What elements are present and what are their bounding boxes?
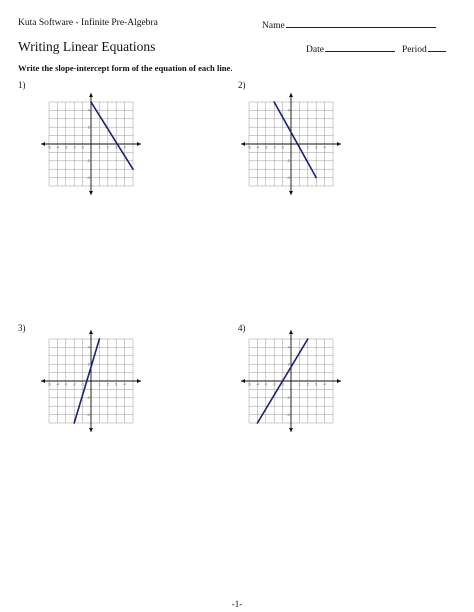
x-tick-label: -3 xyxy=(64,382,68,387)
name-blank xyxy=(286,18,436,28)
y-tick-label: -4 xyxy=(286,175,290,180)
x-tick-label: -3 xyxy=(264,145,268,150)
x-tick-label: 2 xyxy=(106,145,109,150)
x-tick-label: 1 xyxy=(298,382,301,387)
instructions: Write the slope-intercept form of the equation of each line. xyxy=(18,63,233,73)
x-tick-label: -3 xyxy=(64,145,68,150)
x-tick-label: 3 xyxy=(315,145,318,150)
y-tick-label: -2 xyxy=(86,159,90,164)
x-tick-label: 3 xyxy=(315,382,318,387)
x-tick-label: -2 xyxy=(72,382,76,387)
x-tick-label: -5 xyxy=(47,382,51,387)
problem-number-4: 4) xyxy=(238,323,246,333)
period-blank xyxy=(428,42,446,52)
x-tick-label: 3 xyxy=(115,145,118,150)
x-tick-label: 1 xyxy=(98,382,101,387)
name-label: Name xyxy=(262,21,285,31)
date-blank xyxy=(325,42,395,52)
y-tick-label: 4 xyxy=(87,345,90,350)
x-tick-label: -2 xyxy=(272,382,276,387)
x-tick-label: 2 xyxy=(106,382,109,387)
problem-number-3: 3) xyxy=(18,323,26,333)
date-label: Date xyxy=(306,45,324,55)
x-tick-label: 4 xyxy=(323,145,326,150)
y-tick-label: 2 xyxy=(87,362,90,367)
period-label: Period xyxy=(402,45,427,55)
y-tick-label: -2 xyxy=(286,159,290,164)
y-tick-label: -4 xyxy=(86,175,90,180)
x-tick-label: -1 xyxy=(80,145,85,150)
x-tick-label: -3 xyxy=(264,382,268,387)
y-tick-label: -2 xyxy=(286,396,290,401)
x-tick-label: -1 xyxy=(80,382,85,387)
x-tick-label: -1 xyxy=(280,382,285,387)
x-tick-label: 4 xyxy=(123,382,126,387)
x-tick-label: -5 xyxy=(47,145,51,150)
y-tick-label: -4 xyxy=(86,412,90,417)
graphed-line xyxy=(274,102,316,178)
y-tick-label: 4 xyxy=(87,108,90,113)
y-tick-label: -2 xyxy=(86,396,90,401)
x-tick-label: -4 xyxy=(255,145,260,150)
coordinate-graph-2 xyxy=(239,93,343,195)
y-tick-label: -4 xyxy=(286,412,290,417)
x-tick-label: -4 xyxy=(55,382,60,387)
y-tick-label: 4 xyxy=(287,108,290,113)
x-tick-label: -5 xyxy=(247,145,251,150)
x-tick-label: 3 xyxy=(115,382,118,387)
y-tick-label: 2 xyxy=(287,362,290,367)
x-tick-label: -4 xyxy=(255,382,260,387)
x-tick-label: -1 xyxy=(280,145,285,150)
publisher-label: Kuta Software - Infinite Pre-Algebra xyxy=(18,18,158,28)
x-tick-label: -2 xyxy=(72,145,76,150)
date-field[interactable] xyxy=(306,42,395,55)
worksheet-title: Writing Linear Equations xyxy=(18,39,156,54)
coordinate-graph-4 xyxy=(239,330,343,432)
problem-number-1: 1) xyxy=(18,80,26,90)
x-tick-label: 2 xyxy=(306,145,309,150)
x-tick-label: 4 xyxy=(323,382,326,387)
x-tick-label: -5 xyxy=(247,382,251,387)
x-tick-label: 2 xyxy=(306,382,309,387)
x-tick-label: -2 xyxy=(272,145,276,150)
coordinate-graph-3 xyxy=(39,330,143,432)
coordinate-graph-1 xyxy=(39,93,143,195)
y-tick-label: 4 xyxy=(287,345,290,350)
x-tick-label: 1 xyxy=(98,145,101,150)
x-tick-label: 4 xyxy=(123,145,126,150)
y-tick-label: 2 xyxy=(87,125,90,130)
name-field[interactable] xyxy=(262,18,436,31)
problem-number-2: 2) xyxy=(238,80,246,90)
page-number: -1- xyxy=(231,599,243,609)
period-field[interactable] xyxy=(402,42,446,55)
x-tick-label: -4 xyxy=(55,145,60,150)
